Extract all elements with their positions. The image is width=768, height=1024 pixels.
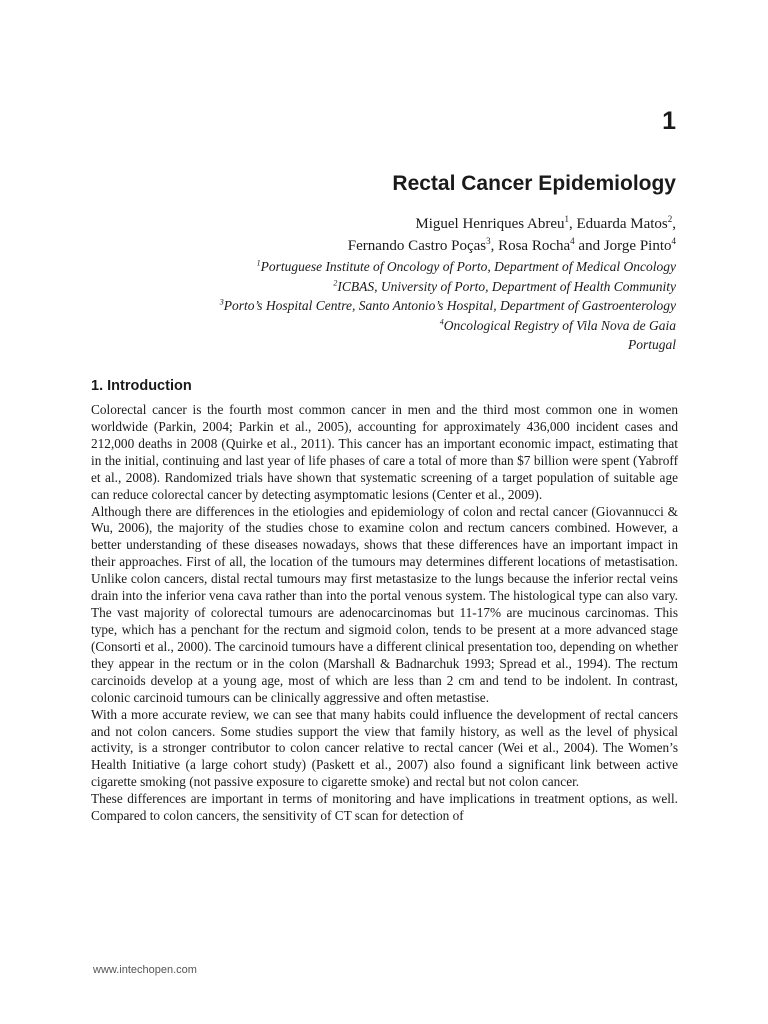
author-separator: and: [574, 238, 604, 254]
affiliation-text: Portugal: [627, 337, 676, 352]
author-separator: ,: [490, 238, 499, 254]
affiliation: [220, 257, 676, 277]
author-affiliation-mark: 2: [667, 214, 673, 224]
author-name: Eduarda Matos: [576, 216, 668, 232]
affiliation: [220, 316, 676, 336]
chapter-number: 1: [662, 107, 676, 135]
paragraph: Although there are differences in the etiologies and epidemiology of colon and rectal cancer (Giovannucci & Wu, 2006), the majority of the studies chose to examine colon and rectum cancers combined. However, a better understanding of these diseases nowadays, shows that these differences have an important impact in their approaches. First of all, the location of the tumours may determines different locations of metastisation. Unlike colon cancers, distal rectal tumours may first metastasize to the lungs because the inferior rectal veins drain into the inferior vena cava rather than into the portal venous system. The histological type can also vary. The vast majority of colorectal tumours are adenocarcinomas but 11-17% are mucinous carcinomas. This type, which has a penchant for the rectum and sigmoid colon, tends to be present at a more advanced stage (Consorti et al., 2000). The carcinoid tumours have a different clinical presentation too, depending on whether they appear in the rectum or in the colon (Marshall & Badnarchuk 1993; Spread et al., 1994). The rectum carcinoids develop at a young age, most of which are less than 2 cm and tend to be indolent. In contrast, colonic carcinoid tumours can be clinically aggressive and often metastise.: [91, 503, 678, 705]
affiliation-text: Portuguese Institute of Oncology of Porto, Department of Medical Oncology: [260, 259, 676, 274]
section-heading: 1. Introduction: [91, 378, 192, 394]
affiliation-mark: 1: [256, 258, 261, 268]
body-text: [91, 402, 678, 825]
affiliation-country: [220, 335, 676, 355]
author-list: [348, 213, 676, 257]
affiliation-mark: 4: [439, 317, 444, 326]
affiliation: [220, 277, 676, 297]
footer-url: www.intechopen.com: [93, 964, 197, 976]
author-affiliation-mark: 3: [486, 236, 491, 246]
affiliation-mark: 2: [333, 278, 338, 287]
author-separator: ,: [569, 216, 577, 232]
author-affiliation-mark: 1: [564, 214, 570, 224]
author-name: Miguel Henriques Abreu: [415, 216, 565, 232]
affiliation-text: Porto’s Hospital Centre, Santo Antonio’s Hospital, Department of Gastroenterology: [223, 298, 676, 313]
affiliation-text: ICBAS, University of Porto, Department of Health Community: [337, 278, 676, 294]
author-name: Jorge Pinto: [603, 238, 672, 254]
paragraph: These differences are important in terms of monitoring and have implications in treatment options, as well. Compared to colon cancers, the sensitivity of CT scan for detection of: [91, 791, 678, 824]
author-name: Fernando Castro Poças: [347, 238, 487, 254]
chapter-title: Rectal Cancer Epidemiology: [392, 172, 676, 195]
author-separator: ,: [672, 216, 676, 232]
author-line: [348, 213, 676, 235]
affiliation-text: Oncological Registry of Vila Nova de Gaia: [443, 317, 676, 333]
paragraph: Colorectal cancer is the fourth most common cancer in men and the third most common one in women worldwide (Parkin, 2004; Parkin et al., 2005), accounting for approximately 436,000 incident cases and 212,000 deaths in 2008 (Quirke et al., 2011). This cancer has an important economic impact, estimating that in the initial, continuing and last year of life phases of care a total of more than $7 billion were spent (Yabroff et al., 2008). Randomized trials have shown that systematic screening of a target population of suitable age can reduce colorectal cancer by detecting asymptomatic lesions (Center et al., 2009).: [91, 402, 678, 502]
author-affiliation-mark: 4: [671, 236, 676, 246]
author-line: [348, 235, 676, 257]
affiliation-mark: 3: [219, 297, 224, 307]
affiliation: [220, 296, 676, 316]
affiliation-list: [220, 257, 676, 355]
paragraph: With a more accurate review, we can see that many habits could influence the development of rectal cancers and not colon cancers. Some studies support the view that family history, as well as the level of physical activity, is a stronger contributor to colon cancer relative to rectal cancer (Wei et al., 2004). The Women’s Health Initiative (a large cohort study) (Paskett et al., 2007) also found a significant link between active cigarette smoking (not passive exposure to cigarette smoke) and rectal but not colon cancer.: [91, 706, 678, 790]
author-name: Rosa Rocha: [498, 238, 571, 254]
author-affiliation-mark: 4: [570, 236, 575, 246]
